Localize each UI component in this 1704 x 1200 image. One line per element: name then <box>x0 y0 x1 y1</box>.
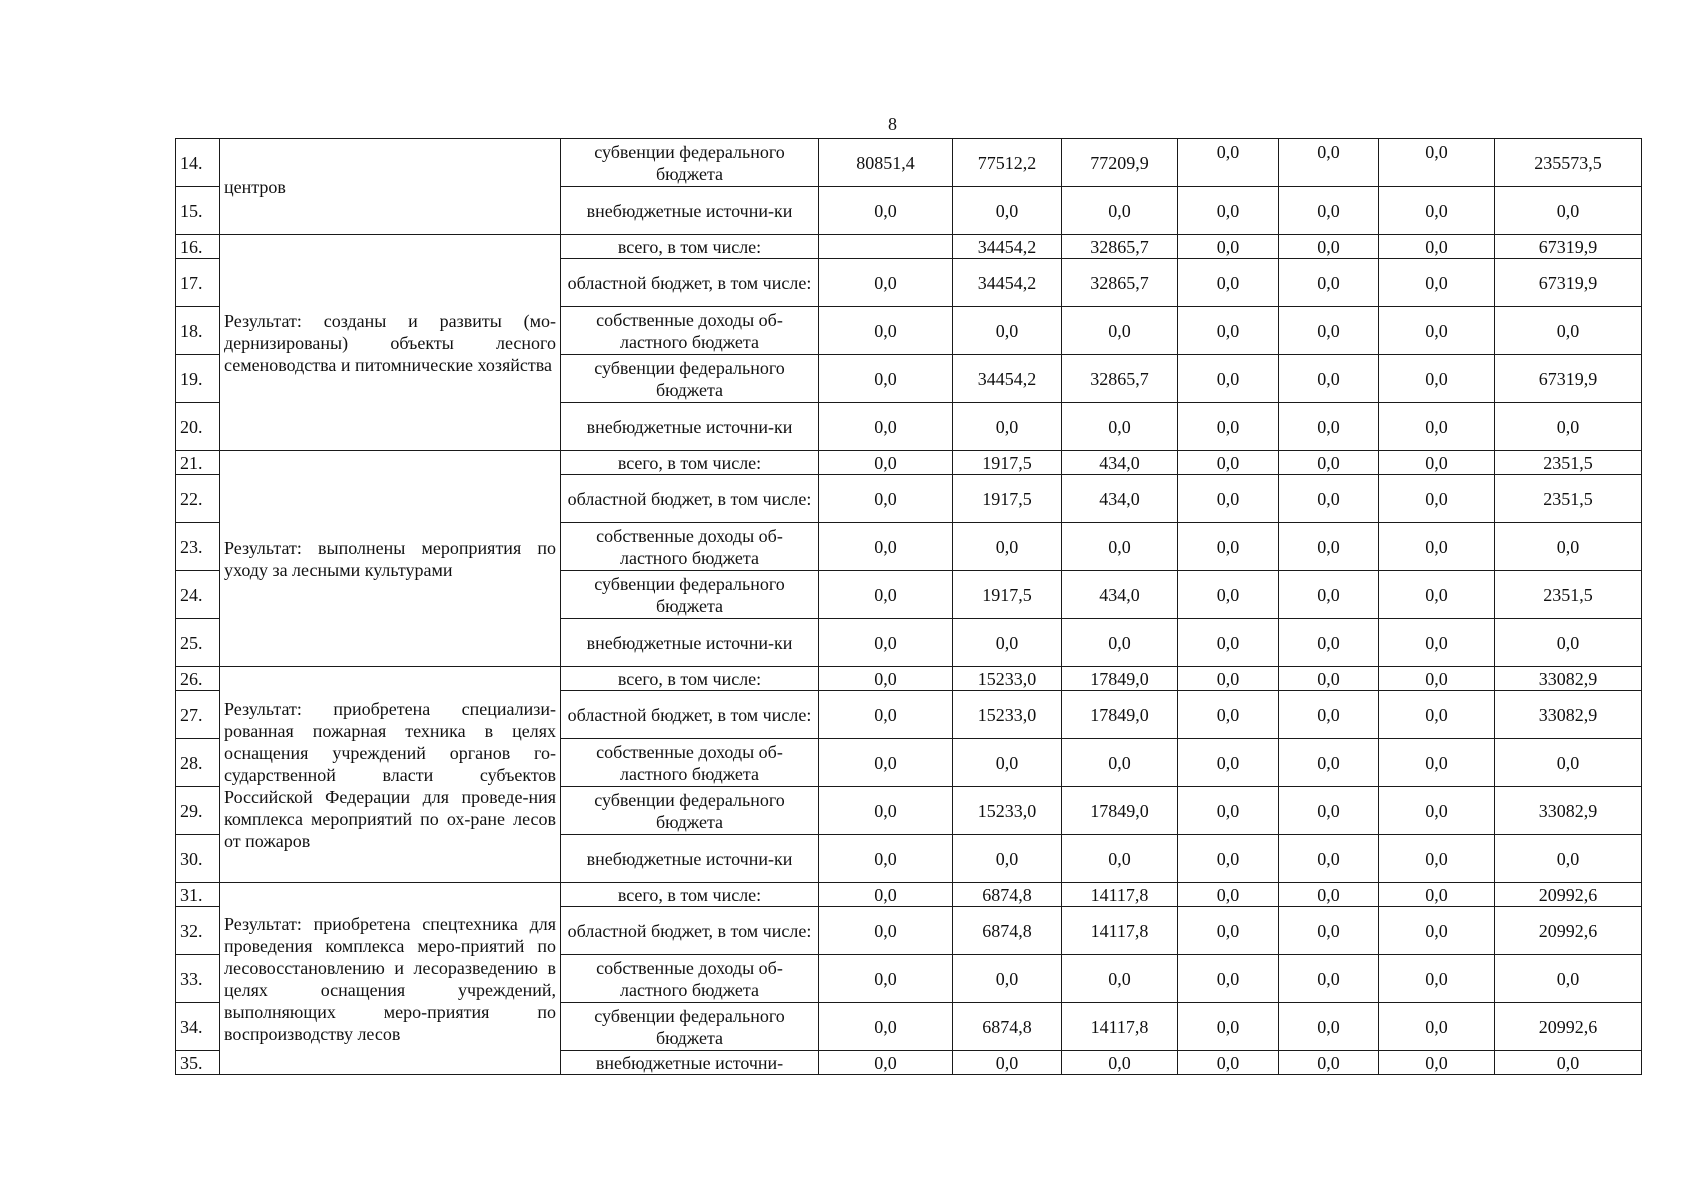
amount-cell: 0,0 <box>1279 187 1379 235</box>
amount-cell: 33082,9 <box>1495 691 1642 739</box>
funding-source: субвенции федерального бюджета <box>561 355 819 403</box>
amount-cell: 0,0 <box>1379 523 1495 571</box>
amount-cell: 14117,8 <box>1062 907 1178 955</box>
amount-cell: 0,0 <box>1279 739 1379 787</box>
funding-source: областной бюджет, в том числе: <box>561 475 819 523</box>
amount-cell: 0,0 <box>1178 187 1279 235</box>
table-row <box>176 451 1642 475</box>
row-number: 35. <box>176 1051 220 1075</box>
amount-cell: 0,0 <box>1379 235 1495 259</box>
amount-cell: 0,0 <box>953 835 1062 883</box>
amount-cell: 0,0 <box>1279 307 1379 355</box>
result-description: Результат: приобретена специализи-рованная пожарная техника в целях оснащения учреждений органов го-сударственной власти субъектов Российской Федерации для проведе-ния комплекса мероприятий по ох-ране лесов от пожаров <box>220 667 561 883</box>
row-number: 28. <box>176 739 220 787</box>
amount-cell: 0,0 <box>1379 907 1495 955</box>
amount-cell: 0,0 <box>1379 355 1495 403</box>
amount-cell: 6874,8 <box>953 1003 1062 1051</box>
amount-cell: 0,0 <box>819 355 953 403</box>
amount-cell: 80851,4 <box>819 139 953 187</box>
amount-cell: 0,0 <box>1178 739 1279 787</box>
amount-cell: 14117,8 <box>1062 1003 1178 1051</box>
amount-cell: 67319,9 <box>1495 355 1642 403</box>
amount-cell: 0,0 <box>1279 571 1379 619</box>
amount-cell: 0,0 <box>1178 691 1279 739</box>
amount-cell: 0,0 <box>1379 307 1495 355</box>
amount-cell: 0,0 <box>1495 187 1642 235</box>
amount-cell: 0,0 <box>1062 187 1178 235</box>
row-number: 33. <box>176 955 220 1003</box>
amount-cell: 77512,2 <box>953 139 1062 187</box>
row-number: 15. <box>176 187 220 235</box>
amount-cell: 6874,8 <box>953 907 1062 955</box>
amount-cell: 0,0 <box>1062 523 1178 571</box>
amount-cell: 0,0 <box>1279 475 1379 523</box>
amount-cell: 0,0 <box>1379 1051 1495 1075</box>
amount-cell: 0,0 <box>953 619 1062 667</box>
result-description: Результат: выполнены мероприятия по уходу за лесными культурами <box>220 451 561 667</box>
amount-cell: 0,0 <box>1279 883 1379 907</box>
funding-source: внебюджетные источни-ки <box>561 187 819 235</box>
amount-cell: 0,0 <box>1178 139 1279 187</box>
amount-cell: 0,0 <box>819 523 953 571</box>
amount-cell: 0,0 <box>819 739 953 787</box>
amount-cell: 0,0 <box>1178 619 1279 667</box>
amount-cell: 0,0 <box>1495 739 1642 787</box>
funding-source: внебюджетные источни- <box>561 1051 819 1075</box>
row-number: 18. <box>176 307 220 355</box>
row-number: 27. <box>176 691 220 739</box>
table-row <box>176 235 1642 259</box>
funding-source: субвенции федерального бюджета <box>561 1003 819 1051</box>
amount-cell: 0,0 <box>953 955 1062 1003</box>
row-number: 24. <box>176 571 220 619</box>
table-row <box>176 667 1642 691</box>
amount-cell: 0,0 <box>953 403 1062 451</box>
amount-cell <box>819 235 953 259</box>
amount-cell: 0,0 <box>1279 523 1379 571</box>
amount-cell: 434,0 <box>1062 451 1178 475</box>
amount-cell: 0,0 <box>1279 619 1379 667</box>
amount-cell: 0,0 <box>1178 403 1279 451</box>
funding-source: собственные доходы об-ластного бюджета <box>561 523 819 571</box>
amount-cell: 33082,9 <box>1495 787 1642 835</box>
funding-source: всего, в том числе: <box>561 883 819 907</box>
amount-cell: 0,0 <box>1178 523 1279 571</box>
amount-cell: 0,0 <box>1279 235 1379 259</box>
amount-cell: 0,0 <box>819 403 953 451</box>
amount-cell: 0,0 <box>1495 619 1642 667</box>
amount-cell: 0,0 <box>1279 691 1379 739</box>
amount-cell: 0,0 <box>819 451 953 475</box>
amount-cell: 2351,5 <box>1495 451 1642 475</box>
amount-cell: 0,0 <box>1178 571 1279 619</box>
amount-cell: 0,0 <box>1279 787 1379 835</box>
row-number: 19. <box>176 355 220 403</box>
amount-cell: 0,0 <box>1062 403 1178 451</box>
amount-cell: 0,0 <box>1178 667 1279 691</box>
amount-cell: 0,0 <box>819 307 953 355</box>
amount-cell: 0,0 <box>1379 571 1495 619</box>
amount-cell: 0,0 <box>1279 139 1379 187</box>
amount-cell: 15233,0 <box>953 691 1062 739</box>
amount-cell: 0,0 <box>1178 787 1279 835</box>
amount-cell: 77209,9 <box>1062 139 1178 187</box>
amount-cell: 0,0 <box>819 955 953 1003</box>
amount-cell: 20992,6 <box>1495 1003 1642 1051</box>
amount-cell: 17849,0 <box>1062 787 1178 835</box>
amount-cell: 1917,5 <box>953 451 1062 475</box>
amount-cell: 0,0 <box>953 1051 1062 1075</box>
result-description: центров <box>220 139 561 235</box>
budget-table <box>175 138 1642 1075</box>
amount-cell: 0,0 <box>953 523 1062 571</box>
amount-cell: 17849,0 <box>1062 667 1178 691</box>
amount-cell: 0,0 <box>1279 835 1379 883</box>
funding-source: внебюджетные источни-ки <box>561 403 819 451</box>
amount-cell: 0,0 <box>1379 955 1495 1003</box>
amount-cell: 32865,7 <box>1062 235 1178 259</box>
funding-source: всего, в том числе: <box>561 451 819 475</box>
amount-cell: 0,0 <box>819 691 953 739</box>
amount-cell: 0,0 <box>1379 139 1495 187</box>
amount-cell: 0,0 <box>1379 739 1495 787</box>
amount-cell: 0,0 <box>953 739 1062 787</box>
amount-cell: 0,0 <box>1178 883 1279 907</box>
amount-cell: 0,0 <box>819 187 953 235</box>
amount-cell: 0,0 <box>1178 355 1279 403</box>
amount-cell: 0,0 <box>819 835 953 883</box>
amount-cell: 33082,9 <box>1495 667 1642 691</box>
amount-cell: 0,0 <box>819 475 953 523</box>
amount-cell: 0,0 <box>1279 403 1379 451</box>
funding-source: субвенции федерального бюджета <box>561 139 819 187</box>
amount-cell: 0,0 <box>1178 307 1279 355</box>
amount-cell: 6874,8 <box>953 883 1062 907</box>
amount-cell: 0,0 <box>819 1003 953 1051</box>
amount-cell: 0,0 <box>1279 907 1379 955</box>
row-number: 34. <box>176 1003 220 1051</box>
amount-cell: 0,0 <box>1379 187 1495 235</box>
amount-cell: 0,0 <box>1495 955 1642 1003</box>
row-number: 14. <box>176 139 220 187</box>
amount-cell: 0,0 <box>1495 403 1642 451</box>
funding-source: собственные доходы об-ластного бюджета <box>561 307 819 355</box>
amount-cell: 0,0 <box>1062 955 1178 1003</box>
funding-source: областной бюджет, в том числе: <box>561 691 819 739</box>
amount-cell: 0,0 <box>1379 835 1495 883</box>
table-row <box>176 139 1642 187</box>
amount-cell: 0,0 <box>1062 835 1178 883</box>
amount-cell: 0,0 <box>819 1051 953 1075</box>
amount-cell: 34454,2 <box>953 235 1062 259</box>
funding-source: областной бюджет, в том числе: <box>561 907 819 955</box>
row-number: 32. <box>176 907 220 955</box>
row-number: 16. <box>176 235 220 259</box>
result-description: Результат: приобретена спецтехника для проведения комплекса меро-приятий по лесовосстановлению и лесоразведению в целях оснащения учреждений, выполняющих меро-приятия по воспроизводству лесов <box>220 883 561 1075</box>
table-row <box>176 883 1642 907</box>
amount-cell: 0,0 <box>1178 1051 1279 1075</box>
row-number: 31. <box>176 883 220 907</box>
amount-cell: 0,0 <box>819 619 953 667</box>
amount-cell: 0,0 <box>819 571 953 619</box>
funding-source: субвенции федерального бюджета <box>561 787 819 835</box>
amount-cell: 0,0 <box>1379 691 1495 739</box>
row-number: 22. <box>176 475 220 523</box>
amount-cell: 0,0 <box>1279 451 1379 475</box>
amount-cell: 17849,0 <box>1062 691 1178 739</box>
funding-source: всего, в том числе: <box>561 667 819 691</box>
amount-cell: 0,0 <box>1178 955 1279 1003</box>
amount-cell: 0,0 <box>1379 403 1495 451</box>
amount-cell: 1917,5 <box>953 571 1062 619</box>
amount-cell: 0,0 <box>1495 307 1642 355</box>
page-number: 8 <box>888 114 897 134</box>
amount-cell: 34454,2 <box>953 355 1062 403</box>
amount-cell: 0,0 <box>1379 1003 1495 1051</box>
amount-cell: 0,0 <box>1495 1051 1642 1075</box>
amount-cell: 434,0 <box>1062 475 1178 523</box>
amount-cell: 434,0 <box>1062 571 1178 619</box>
amount-cell: 0,0 <box>1062 619 1178 667</box>
amount-cell: 20992,6 <box>1495 907 1642 955</box>
amount-cell: 0,0 <box>953 307 1062 355</box>
amount-cell: 32865,7 <box>1062 259 1178 307</box>
amount-cell: 14117,8 <box>1062 883 1178 907</box>
amount-cell: 0,0 <box>953 187 1062 235</box>
funding-source: субвенции федерального бюджета <box>561 571 819 619</box>
row-number: 30. <box>176 835 220 883</box>
funding-source: всего, в том числе: <box>561 235 819 259</box>
amount-cell: 0,0 <box>1062 1051 1178 1075</box>
amount-cell: 0,0 <box>1062 307 1178 355</box>
amount-cell: 0,0 <box>1379 883 1495 907</box>
amount-cell: 0,0 <box>819 907 953 955</box>
amount-cell: 0,0 <box>1379 667 1495 691</box>
funding-source: внебюджетные источни-ки <box>561 619 819 667</box>
amount-cell: 0,0 <box>1279 259 1379 307</box>
amount-cell: 0,0 <box>1279 1051 1379 1075</box>
result-description: Результат: созданы и развиты (мо-дернизированы) объекты лесного семеноводства и питомнические хозяйства <box>220 235 561 451</box>
amount-cell: 67319,9 <box>1495 259 1642 307</box>
row-number: 23. <box>176 523 220 571</box>
row-number: 17. <box>176 259 220 307</box>
amount-cell: 0,0 <box>1178 451 1279 475</box>
amount-cell: 32865,7 <box>1062 355 1178 403</box>
amount-cell: 0,0 <box>1279 1003 1379 1051</box>
funding-source: внебюджетные источни-ки <box>561 835 819 883</box>
amount-cell: 0,0 <box>819 883 953 907</box>
amount-cell: 0,0 <box>1495 523 1642 571</box>
amount-cell: 0,0 <box>1178 1003 1279 1051</box>
amount-cell: 15233,0 <box>953 667 1062 691</box>
amount-cell: 0,0 <box>1178 835 1279 883</box>
funding-source: собственные доходы об-ластного бюджета <box>561 739 819 787</box>
amount-cell: 0,0 <box>1178 475 1279 523</box>
amount-cell: 235573,5 <box>1495 139 1642 187</box>
amount-cell: 0,0 <box>819 667 953 691</box>
amount-cell: 0,0 <box>819 787 953 835</box>
amount-cell: 0,0 <box>1379 259 1495 307</box>
amount-cell: 0,0 <box>1178 907 1279 955</box>
amount-cell: 0,0 <box>1178 259 1279 307</box>
amount-cell: 1917,5 <box>953 475 1062 523</box>
funding-source: областной бюджет, в том числе: <box>561 259 819 307</box>
amount-cell: 0,0 <box>1178 235 1279 259</box>
amount-cell: 15233,0 <box>953 787 1062 835</box>
row-number: 26. <box>176 667 220 691</box>
row-number: 21. <box>176 451 220 475</box>
amount-cell: 0,0 <box>1495 835 1642 883</box>
amount-cell: 0,0 <box>1279 955 1379 1003</box>
amount-cell: 2351,5 <box>1495 475 1642 523</box>
amount-cell: 34454,2 <box>953 259 1062 307</box>
amount-cell: 20992,6 <box>1495 883 1642 907</box>
amount-cell: 0,0 <box>1279 355 1379 403</box>
amount-cell: 2351,5 <box>1495 571 1642 619</box>
amount-cell: 0,0 <box>1379 787 1495 835</box>
row-number: 29. <box>176 787 220 835</box>
amount-cell: 0,0 <box>1379 475 1495 523</box>
amount-cell: 0,0 <box>1379 451 1495 475</box>
amount-cell: 0,0 <box>1062 739 1178 787</box>
amount-cell: 67319,9 <box>1495 235 1642 259</box>
amount-cell: 0,0 <box>1279 667 1379 691</box>
row-number: 20. <box>176 403 220 451</box>
amount-cell: 0,0 <box>819 259 953 307</box>
funding-source: собственные доходы об-ластного бюджета <box>561 955 819 1003</box>
row-number: 25. <box>176 619 220 667</box>
amount-cell: 0,0 <box>1379 619 1495 667</box>
